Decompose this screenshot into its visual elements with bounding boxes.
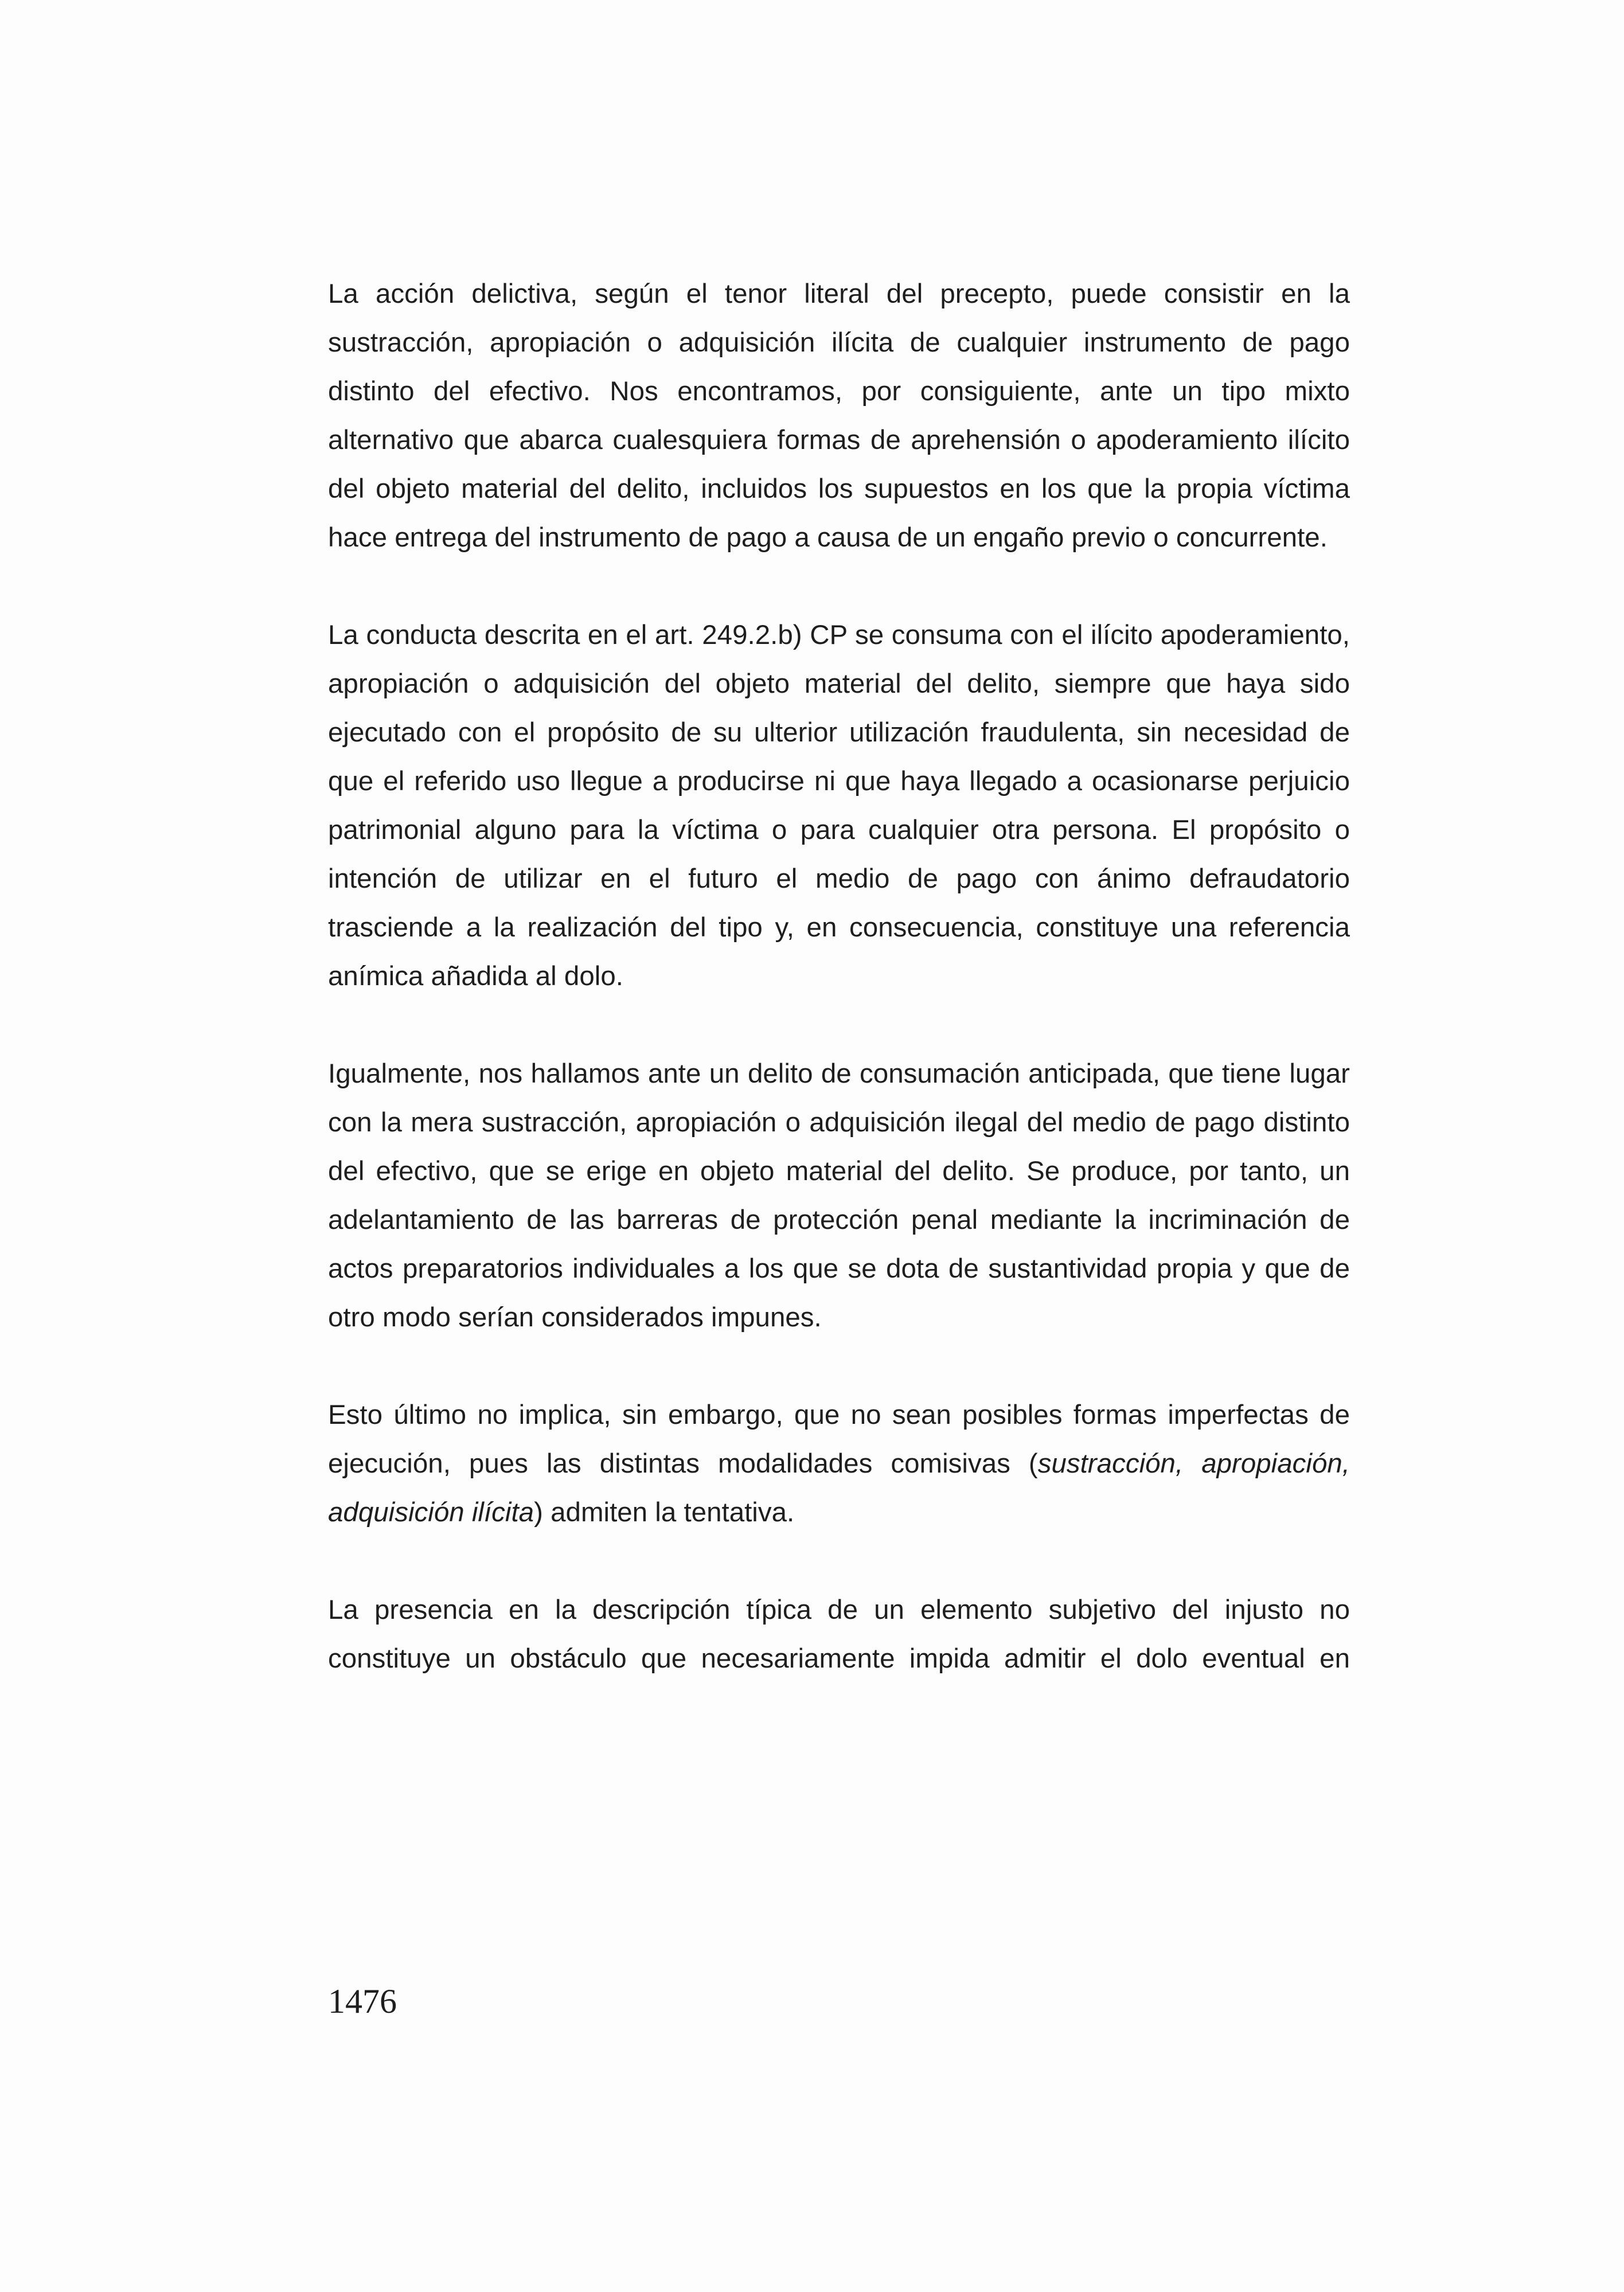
paragraph-elemento-subjetivo: La presencia en la descripción típica de un elemento subjetivo del injusto no constituye un obstáculo que necesariamente impida admitir el dolo eventual en	[328, 1595, 1350, 1674]
paragraph-formas-imperfectas-text-1: Esto último no implica, sin embargo, que no sean posibles formas imperfectas de ejecución, pues las distintas modalidades comisivas (	[328, 1400, 1350, 1479]
paragraph-formas-imperfectas-text-2: ) admiten la tentativa.	[534, 1497, 795, 1528]
page-number: 1476	[328, 1982, 397, 2020]
paragraph-conducta-consumacion: La conducta descrita en el art. 249.2.b) CP se consuma con el ilícito apoderamiento, apropiación o adquisición del objeto material del delito, siempre que haya sido ejecutado con el propósito de su ulterior utilización fraudulenta, sin necesidad de que el referido uso llegue a producirse ni que haya llegado a ocasionarse perjuicio patrimonial alguno para la víctima o para cualquier otra persona. El propósito o intención de utilizar en el futuro el medio de pago con ánimo defraudatorio trasciende a la realización del tipo y, en consecuencia, constituye una referencia anímica añadida al dolo.	[328, 620, 1350, 991]
paragraph-accion-delictiva: La acción delictiva, según el tenor literal del precepto, puede consistir en la sustracción, apropiación o adquisición ilícita de cualquier instrumento de pago distinto del efectivo. Nos encontramos, por consiguiente, ante un tipo mixto alternativo que abarca cualesquiera formas de aprehensión o apoderamiento ilícito del objeto material del delito, incluidos los supuestos en los que la propia víctima hace entrega del instrumento de pago a causa de un engaño previo o concurrente.	[328, 279, 1350, 553]
paragraph-formas-imperfectas-italic: sustracción, apropiación, adquisición ilícita	[328, 1448, 1350, 1528]
body-text	[328, 270, 1350, 1683]
paragraph-consumacion-anticipada: Igualmente, nos hallamos ante un delito de consumación anticipada, que tiene lugar con la mera sustracción, apropiación o adquisición ilegal del medio de pago distinto del efectivo, que se erige en objeto material del delito. Se produce, por tanto, un adelantamiento de las barreras de protección penal mediante la incriminación de actos preparatorios individuales a los que se dota de sustantividad propia y que de otro modo serían considerados impunes.	[328, 1059, 1350, 1333]
paragraph-formas-imperfectas	[328, 1391, 1350, 1537]
